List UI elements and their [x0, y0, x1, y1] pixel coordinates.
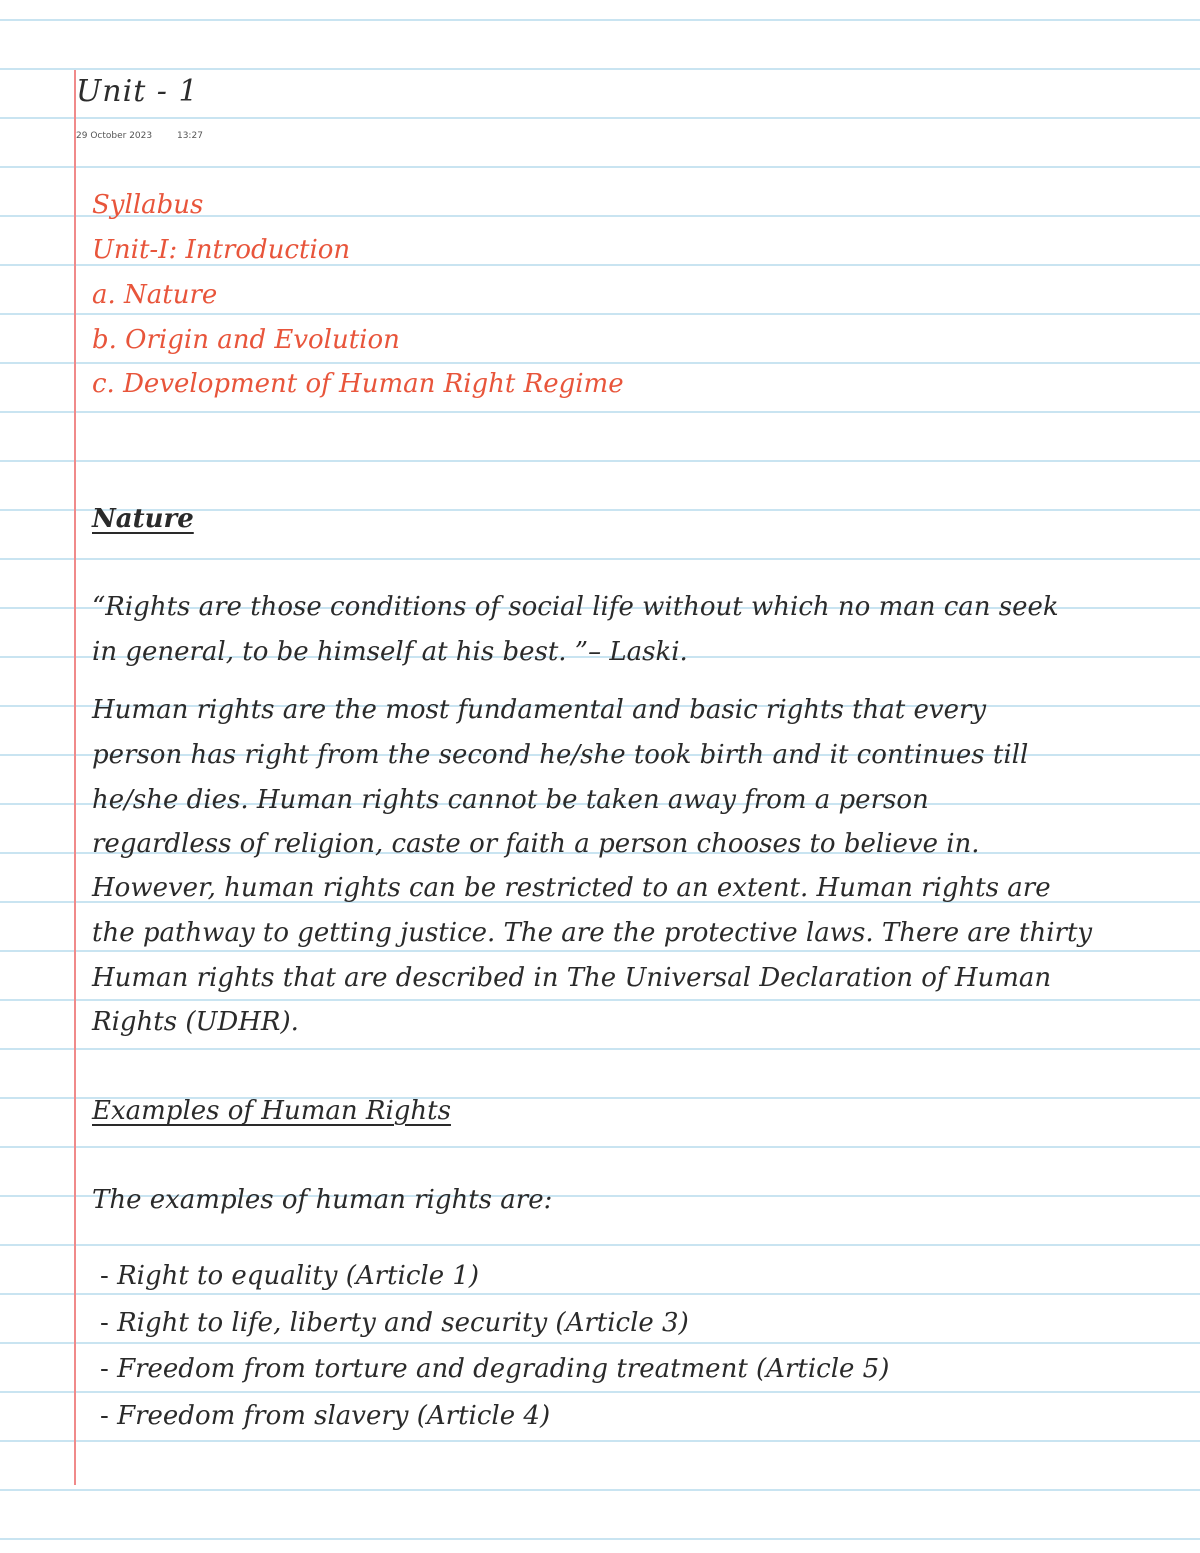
paragraph-line-6: the pathway to getting justice. The are the protective laws. There are thirty — [92, 918, 1093, 948]
syllabus-line-b: b. Origin and Evolution — [92, 325, 400, 355]
paragraph-line-1: Human rights are the most fundamental and basic rights that every — [92, 695, 987, 725]
paragraph-line-5: However, human rights can be restricted to an extent. Human rights are — [92, 873, 1051, 903]
paragraph-line-8: Rights (UDHR). — [92, 1007, 299, 1037]
syllabus-heading: Syllabus — [92, 190, 204, 220]
paragraph-line-7: Human rights that are described in The Universal Declaration of Human — [92, 963, 1052, 993]
syllabus-line-unit: Unit-I: Introduction — [92, 235, 351, 265]
list-item: - Right to equality (Article 1) — [100, 1253, 889, 1300]
paragraph-line-3: he/she dies. Human rights cannot be taken away from a person — [92, 785, 929, 815]
examples-list — [100, 1253, 889, 1439]
page-date: 29 October 2023 — [76, 131, 153, 141]
page-title: Unit - 1 — [76, 74, 199, 109]
examples-heading: Examples of Human Rights — [92, 1096, 451, 1126]
page-timestamp — [76, 131, 225, 141]
page-time: 13:27 — [176, 131, 203, 141]
nature-heading: Nature — [92, 504, 194, 534]
syllabus-line-c: c. Development of Human Right Regime — [92, 369, 624, 399]
syllabus-line-a: a. Nature — [92, 280, 218, 310]
paragraph-line-2: person has right from the second he/she took birth and it continues till — [92, 740, 1029, 770]
margin-line — [74, 70, 76, 1485]
list-item: - Right to life, liberty and security (Article 3) — [100, 1300, 889, 1347]
list-item: - Freedom from slavery (Article 4) — [100, 1393, 889, 1440]
quote-line-2: in general, to be himself at his best. ”– Laski. — [92, 637, 688, 667]
list-item: - Freedom from torture and degrading treatment (Article 5) — [100, 1346, 889, 1393]
paragraph-line-4: regardless of religion, caste or faith a person chooses to believe in. — [92, 829, 980, 859]
quote-line-1: “Rights are those conditions of social life without which no man can seek — [92, 592, 1059, 622]
examples-intro: The examples of human rights are: — [92, 1185, 553, 1215]
